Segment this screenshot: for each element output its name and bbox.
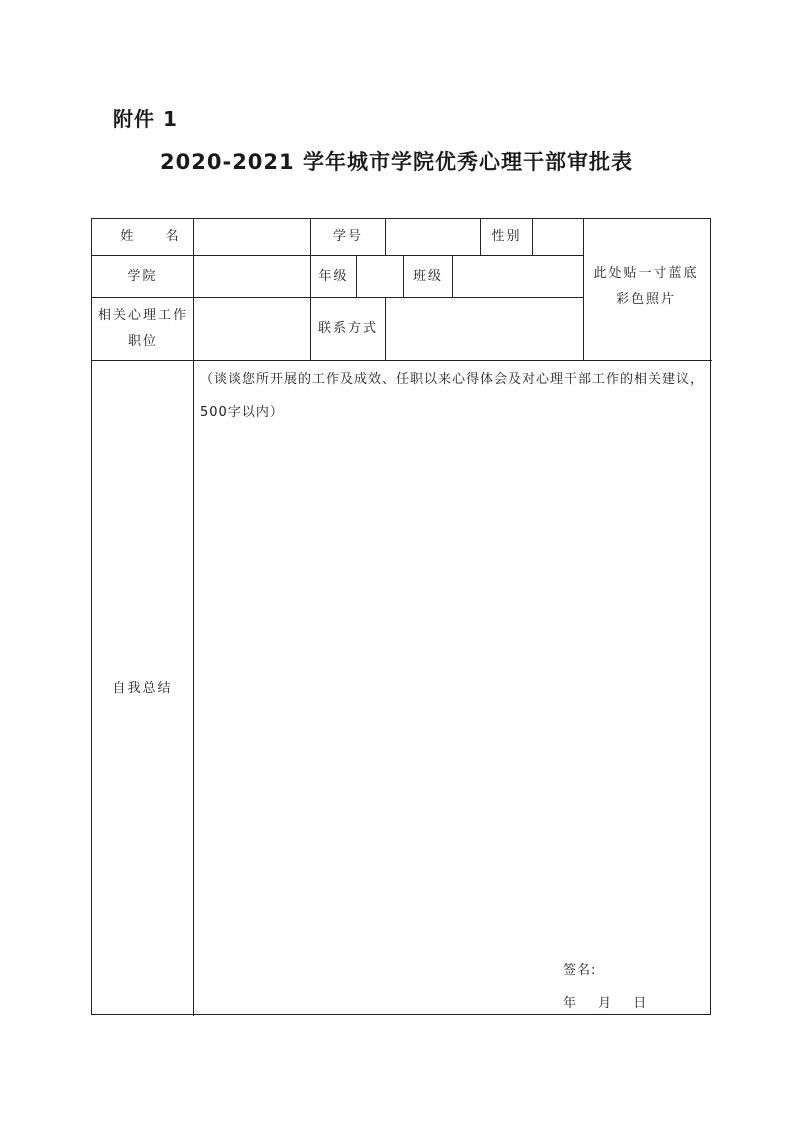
summary-instructions: （谈谈您所开展的工作及成效、任职以来心得体会及对心理干部工作的相关建议，500字以内）: [200, 372, 705, 420]
name-label: 姓 名: [120, 229, 193, 244]
student-id-field[interactable]: [386, 219, 480, 255]
gender-label: 性别: [491, 229, 522, 244]
student-id-label: 学号: [332, 229, 363, 244]
summary-text-area[interactable]: [194, 429, 710, 949]
class-field[interactable]: [453, 256, 583, 297]
name-field[interactable]: [194, 219, 310, 255]
position-field[interactable]: [194, 298, 310, 360]
column-divider: [583, 219, 584, 360]
signature-label: 签名:: [563, 963, 597, 978]
college-label: 学院: [127, 268, 158, 284]
attachment-label: 附件 1: [113, 107, 178, 131]
position-label: 相关心理工作职位: [98, 308, 189, 349]
gender-field[interactable]: [533, 219, 583, 255]
date-label: 年 月 日: [563, 996, 648, 1011]
college-field[interactable]: [194, 256, 310, 297]
grade-field[interactable]: [357, 256, 403, 297]
self-summary-label: 自我总结: [112, 680, 173, 696]
contact-label: 联系方式: [317, 321, 378, 336]
contact-field[interactable]: [386, 298, 583, 360]
approval-form-table: [91, 218, 711, 1015]
grade-label: 年级: [318, 268, 349, 284]
photo-placeholder: 此处贴一寸蓝底彩色照片: [593, 266, 699, 307]
form-title: 2020-2021 学年城市学院优秀心理干部审批表: [160, 150, 633, 174]
class-label: 班级: [412, 268, 443, 284]
